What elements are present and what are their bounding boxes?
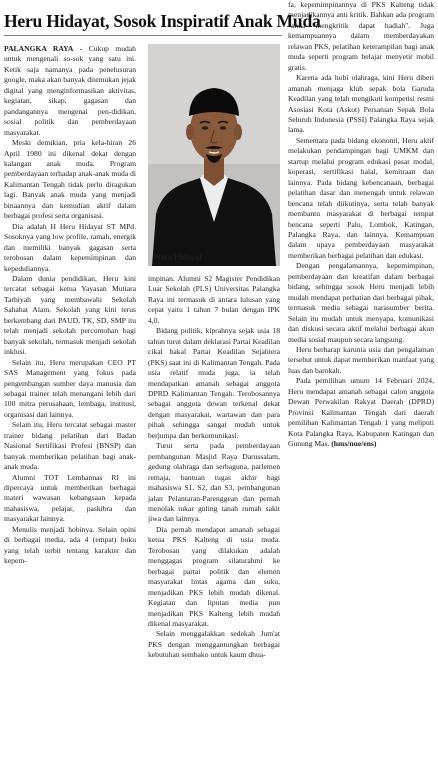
- column-1: [4, 44, 136, 772]
- paragraph: Dia adalah H Heru Hidayat ST MPd. Sosoknya yang low profile, ramah, energik dan memiliki banyak gagasan serta terobosan dalam kepemimpinan dan kepeduliannya.: [4, 221, 136, 273]
- paragraph: Alumni TOT Lemhannas RI ini dipercaya untuk memberikan berbagai materi wawasan kebangsaan kepada mahasiswa, pelajar, paskibra dan masyarakat lainnya.: [4, 472, 136, 524]
- photo-caption: Heru Hidayat: [155, 253, 202, 262]
- paragraph: Selain itu, Heru merupakan CEO PT SAS Management yang fokus pada pengembangan sumber daya manusia dan sebagai trainer telah menangani lebih dari 100 mitra perusahaan, lembaga, institusi, organisasi dan lainnya.: [4, 357, 136, 419]
- column-2: [148, 274, 280, 772]
- paragraph: Meski demikian, pria kela-hiran 26 April 1980 ini dikenal dekat dengan kalangan anak muda. Program pemberdayaan terhadap anak-anak muda di Kalimantan Tengah tidak perlu diragukan lagi. Banyak anak muda yang menjadi binaannya dan kemudian aktif dalam berbagai profesi serta organisasi.: [4, 138, 136, 221]
- paragraph: Karena ada hobi olahraga, kini Heru diberi amanah menjaga klub sepak bola Garuda Keadilan yang telah mengikuti kompetisi resmi Asosiasi Kota (Askot) Persatuan Sepak Bola Seluruh Indonesia (PSSI) Palangka Raya sejak lama.: [288, 73, 434, 135]
- paragraph: Dia pernah mendapat amanah sebagai ketua PKS Kalteng di usia muda. Terobosan yang dilakukan adalah menggagas program silaturahmi ke berbagai partai politik dan elemen masyarakat lintas agama dan suku, menjadikan PKS lebih mudah dikenal. Kegiatan dan liputan media pun menjadikan PKS Kalteng lebih mudah dikenal masyarakat.: [148, 524, 280, 628]
- paragraph-text: Pada pemilihan umum 14 Februari 2024, Heru mendapat amanah sebagai calon anggota Dewan Perwakilan Rakyat Daerah (DPRD) Provinsi Kalimantan Tengah dari daerah pemilihan Kalimantan Tengah 1 yang meliputi Kota Palangka Raya, Kabupaten Katingan dan Gunung Mas.: [288, 376, 434, 449]
- paragraph: Heru berharap karunia usia dan pengalaman tersebut untuk dapat memberikan manfaat yang luas dan barokah.: [288, 344, 434, 375]
- paragraph-lead: [4, 44, 136, 138]
- dateline: PALANGKA RAYA: [4, 44, 74, 53]
- lead-text: - Cukup mudah untuk mengenali so-sok yang satu ini. Ketik saja namanya pada penelusuran google, maka akan banyak ditemukan jejak digital yang menginformasikan aktivitas, kegiatan, sikap, gagasan dan pandangannya mengenai pen-didikan, sosial politik dan pemberdayaan masyarakat.: [4, 44, 136, 137]
- portrait-illustration: [148, 44, 280, 266]
- portrait-photo: [148, 44, 280, 266]
- paragraph: Selain menggalakkan sedekah Jum'at PKS dengan menggantungkan berbagai kebutuhan sembako untuk kaum dhua-: [148, 629, 280, 660]
- headline: Heru Hidayat, Sosok Inspiratif Anak Muda: [4, 11, 321, 31]
- paragraph: Menulis menjadi hobinya. Selain opini di berbagai media, ada 4 (empat) buku yang telah terbit tentang karakter dan kepem-: [4, 524, 136, 566]
- paragraph: fa, kepemimpinannya di PKS Kalteng tidak menjadikannya anti kritik. Bahkan ada program "anda mengkritik dapat hadiah". Juga kemampuannya dalam memberdayakan relawan PKS, pelatihan keterampilan bagi anak muda seperti program belajar menyetir mobil gratis.: [288, 0, 434, 72]
- paragraph: Turut serta pada pemberdayaan pembangunan Masjid Raya Darussalam, gedung olahraga dan serbaguna, parlemen remaja, bantuan tugas akhir bagi mahasiswa S1, S2, dan S3, pembangunan jalan Pelantaran-Parenggean dan pernah menolak tukar guling tanah rumah sakit jiwa dan lainnya.: [148, 441, 280, 524]
- paragraph: [288, 376, 434, 449]
- paragraph: Selain itu, Heru tercatat sebagai master trainer bidang pelatihan dari Badan Nasional Sertifikasi Profesi (BNSP) dan banyak memberikan pelatihan bagi anak-anak muda.: [4, 420, 136, 472]
- column-3: [288, 0, 434, 772]
- headline-rule: [4, 35, 282, 36]
- paragraph: Bidang politik, kiprahnya sejak usia 18 tahun turut dalam deklarasi Partai Keadilan cikal bakal Partai Keadilan Sejahtera (PKS) saat ini di Kalimantan Tengah. Pada usia relatif muda juga, ia telah mendapatkan amanah sebagai anggota DPRD Kalimantan Tengah. Terobosannya sebagai anggota dewan terkenal dekat dengan masyarakat, wartawan dan para pihak sehingga sangat mudah untuk berjumpa dan berkomunikasi.: [148, 326, 280, 440]
- paragraph: impinan. Alumni S2 Magister Pendidikan Luar Sekolah (PLS) Universitas Palangka Raya ini termasuk di antara lulusan yang cepat yaitu 1 tahun 7 bulan dengan IPK 4,0.: [148, 274, 280, 325]
- author-credit: (hms/nue/ens): [331, 439, 377, 449]
- paragraph: Sementara pada bidang ekonomi, Heru aktif melakukan pendampingan bagi UMKM dan startup melalui program edukasi pasar modal, koperasi, sertifikasi halal, kemitraan dan lainnya. Pada bidang kebencanaan, berbagai pelatihan dasar dan menengah untuk relawan bencana telah diikutinya, serta telah banyak membantu masyarakat di berbagai tempat bencana seperti Palu, Lombok, Katingan, Palangka Raya, dan lainnya. Kemampuan dalam upaya pemberdayaan masyarakat memberikan berbagai pelatihan dan edukasi.: [288, 135, 434, 260]
- paragraph: Dengan pengalamannya, kepemimpinan, pemberdayaan dan kreatifan dalam berbagai bidang, sehingga sosok Heru menjadi lebih mudah mendapat perhatian dari berbagai pihak, termasuk media sebagai narasumber berita. Selain itu mudah untuk menyapa, komunikasi dan diskusi secara aktif melalui berbagai akun media sosial maupun secara langsung.: [288, 261, 434, 344]
- paragraph: Dalam dunia pendidikan, Heru kini tercatat sebagai ketua Yayasan Mutiara Tarbiyah yang membawahi Sekolah Sahabat Alam. Sekolah yang kini terus berkembang dari PAUD, TK, SD, SMP itu telah menjadi sekolah percontohan bagi banyak sekolah, termasuk menjadi sekolah inklusi.: [4, 273, 136, 357]
